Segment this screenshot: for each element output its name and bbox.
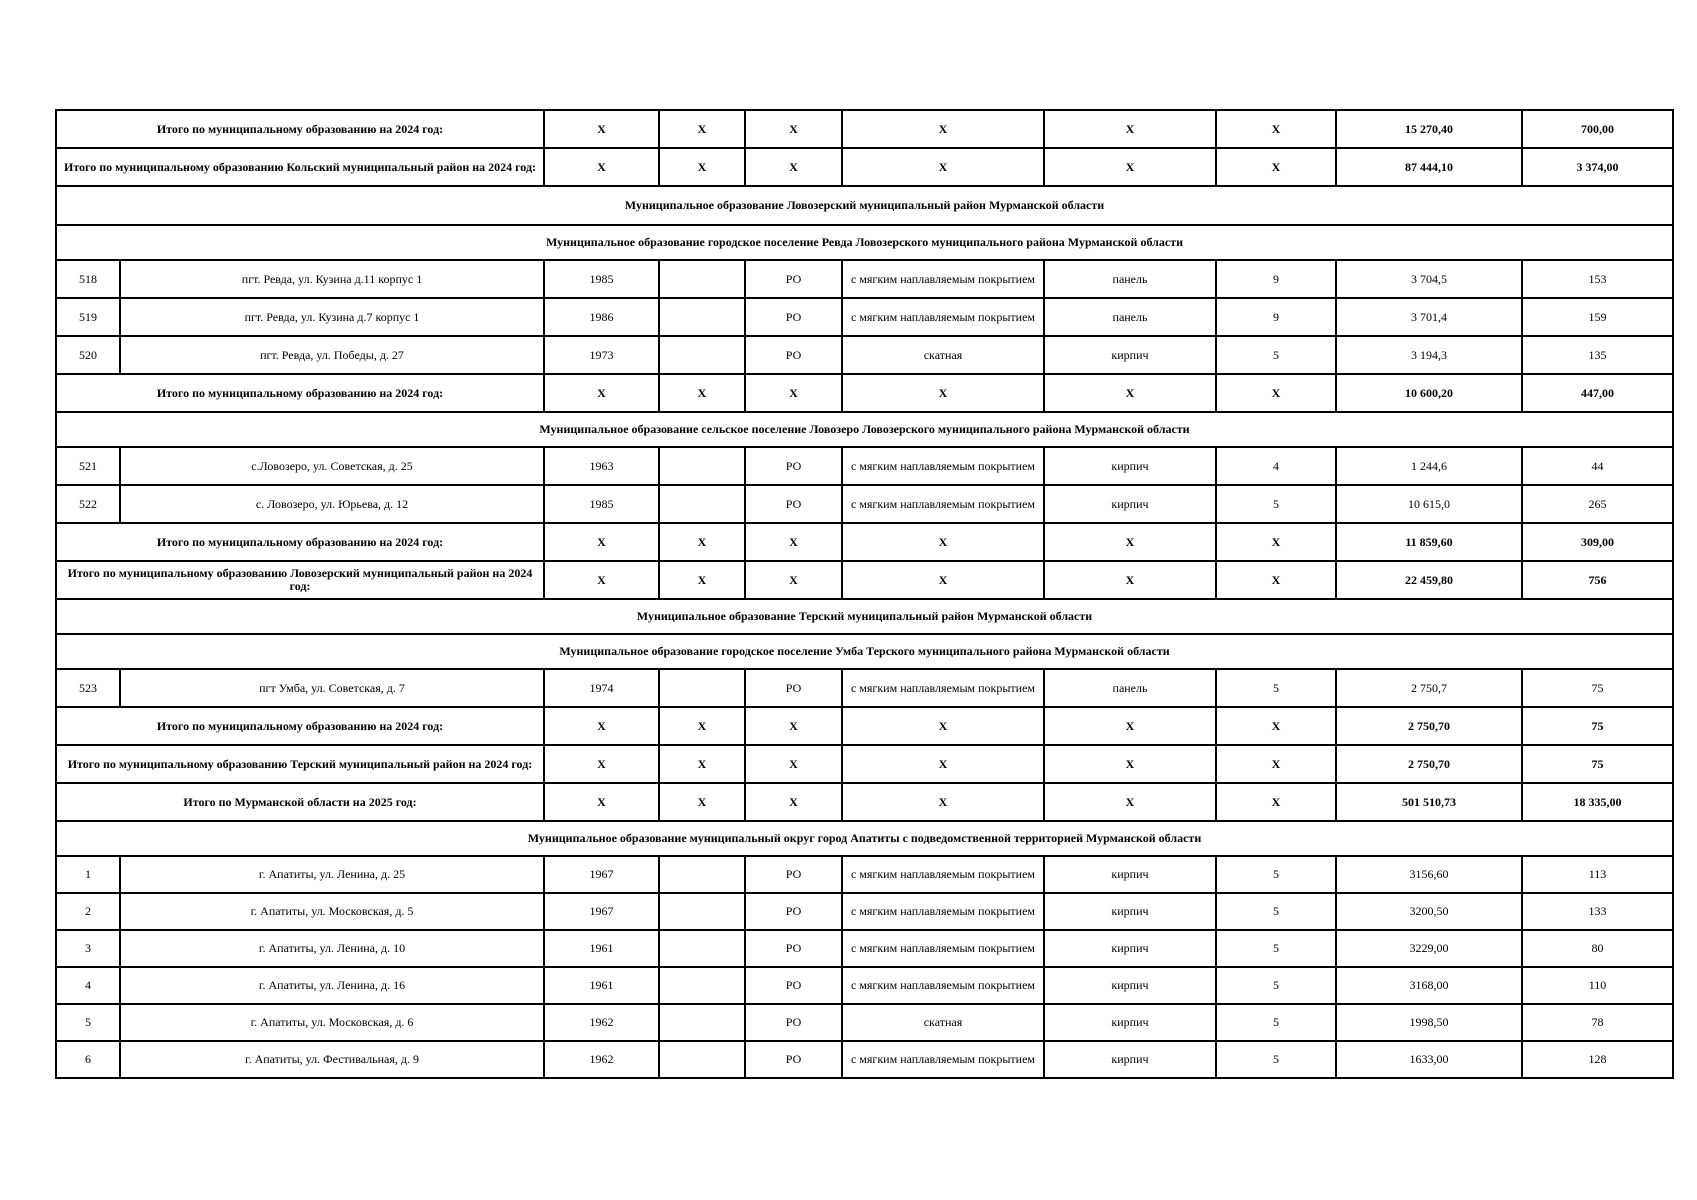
row-number: 518: [56, 260, 120, 298]
area: 10 615,0: [1336, 485, 1522, 523]
people: 80: [1522, 930, 1673, 967]
people: 128: [1522, 1041, 1673, 1078]
x-mark: X: [842, 783, 1044, 821]
total-area: 501 510,73: [1336, 783, 1522, 821]
people: 159: [1522, 298, 1673, 336]
x-mark: X: [659, 783, 745, 821]
ro-type: РО: [745, 967, 842, 1004]
x-mark: X: [544, 745, 659, 783]
total-area: 11 859,60: [1336, 523, 1522, 561]
build-year: 1974: [544, 669, 659, 707]
empty-cell: [659, 669, 745, 707]
x-mark: X: [745, 707, 842, 745]
x-mark: X: [842, 374, 1044, 412]
section-heading: Муниципальное образование сельское поселение Ловозеро Ловозерского муниципального района Мурманской области: [56, 412, 1673, 447]
total-label: Итого по Мурманской области на 2025 год:: [56, 783, 544, 821]
empty-cell: [659, 298, 745, 336]
people: 135: [1522, 336, 1673, 374]
empty-cell: [659, 260, 745, 298]
build-year: 1961: [544, 930, 659, 967]
wall-material: кирпич: [1044, 447, 1216, 485]
x-mark: X: [1044, 523, 1216, 561]
wall-material: панель: [1044, 298, 1216, 336]
section-heading: Муниципальное образование муниципальный округ город Апатиты с подведомственной территорией Мурманской области: [56, 821, 1673, 856]
x-mark: X: [842, 148, 1044, 186]
build-year: 1963: [544, 447, 659, 485]
ro-type: РО: [745, 260, 842, 298]
area: 3 194,3: [1336, 336, 1522, 374]
people: 153: [1522, 260, 1673, 298]
build-year: 1973: [544, 336, 659, 374]
wall-material: кирпич: [1044, 930, 1216, 967]
people: 133: [1522, 893, 1673, 930]
floors: 5: [1216, 930, 1336, 967]
section-heading: Муниципальное образование Ловозерский муниципальный район Мурманской области: [56, 186, 1673, 225]
area: 3 704,5: [1336, 260, 1522, 298]
total-label: Итого по муниципальному образованию на 2024 год:: [56, 707, 544, 745]
wall-material: кирпич: [1044, 967, 1216, 1004]
total-label: Итого по муниципальному образованию на 2024 год:: [56, 374, 544, 412]
wall-material: панель: [1044, 260, 1216, 298]
x-mark: X: [659, 148, 745, 186]
x-mark: X: [1216, 148, 1336, 186]
x-mark: X: [1216, 561, 1336, 599]
row-number: 520: [56, 336, 120, 374]
empty-cell: [659, 447, 745, 485]
floors: 5: [1216, 1004, 1336, 1041]
wall-material: кирпич: [1044, 1041, 1216, 1078]
area: 3200,50: [1336, 893, 1522, 930]
address: пгт. Ревда, ул. Победы, д. 27: [120, 336, 544, 374]
row-number: 519: [56, 298, 120, 336]
table-row: [56, 967, 1673, 1004]
x-mark: X: [842, 745, 1044, 783]
address: г. Апатиты, ул. Ленина, д. 25: [120, 856, 544, 893]
floors: 5: [1216, 669, 1336, 707]
x-mark: X: [1216, 783, 1336, 821]
total-area: 2 750,70: [1336, 707, 1522, 745]
empty-cell: [659, 930, 745, 967]
table-row: [56, 260, 1673, 298]
x-mark: X: [659, 561, 745, 599]
floors: 5: [1216, 336, 1336, 374]
x-mark: X: [1044, 783, 1216, 821]
address: г. Апатиты, ул. Московская, д. 5: [120, 893, 544, 930]
total-people: 756: [1522, 561, 1673, 599]
people: 75: [1522, 669, 1673, 707]
people: 44: [1522, 447, 1673, 485]
roof-type: с мягким наплавляемым покрытием: [842, 893, 1044, 930]
wall-material: кирпич: [1044, 485, 1216, 523]
empty-cell: [659, 967, 745, 1004]
x-mark: X: [544, 707, 659, 745]
empty-cell: [659, 1041, 745, 1078]
total-area: 10 600,20: [1336, 374, 1522, 412]
empty-cell: [659, 1004, 745, 1041]
ro-type: РО: [745, 1041, 842, 1078]
total-row: [56, 148, 1673, 186]
x-mark: X: [544, 523, 659, 561]
table-row: [56, 893, 1673, 930]
total-people: 309,00: [1522, 523, 1673, 561]
area: 1998,50: [1336, 1004, 1522, 1041]
address: пгт. Ревда, ул. Кузина д.7 корпус 1: [120, 298, 544, 336]
ro-type: РО: [745, 298, 842, 336]
roof-type: с мягким наплавляемым покрытием: [842, 669, 1044, 707]
row-number: 3: [56, 930, 120, 967]
ro-type: РО: [745, 856, 842, 893]
address: с. Ловозеро, ул. Юрьева, д. 12: [120, 485, 544, 523]
total-label: Итого по муниципальному образованию Ловозерский муниципальный район на 2024 год:: [56, 561, 544, 599]
floors: 9: [1216, 298, 1336, 336]
build-year: 1985: [544, 260, 659, 298]
wall-material: кирпич: [1044, 336, 1216, 374]
total-area: 22 459,80: [1336, 561, 1522, 599]
wall-material: панель: [1044, 669, 1216, 707]
address: г. Апатиты, ул. Ленина, д. 16: [120, 967, 544, 1004]
table-row: [56, 298, 1673, 336]
floors: 5: [1216, 1041, 1336, 1078]
empty-cell: [659, 893, 745, 930]
total-label: Итого по муниципальному образованию Кольский муниципальный район на 2024 год:: [56, 148, 544, 186]
total-label: Итого по муниципальному образованию на 2024 год:: [56, 110, 544, 148]
x-mark: X: [544, 374, 659, 412]
ro-type: РО: [745, 1004, 842, 1041]
total-area: 2 750,70: [1336, 745, 1522, 783]
x-mark: X: [745, 374, 842, 412]
roof-type: с мягким наплавляемым покрытием: [842, 298, 1044, 336]
address: г. Апатиты, ул. Московская, д. 6: [120, 1004, 544, 1041]
build-year: 1985: [544, 485, 659, 523]
x-mark: X: [544, 148, 659, 186]
roof-type: с мягким наплавляемым покрытием: [842, 930, 1044, 967]
roof-type: с мягким наплавляемым покрытием: [842, 447, 1044, 485]
build-year: 1961: [544, 967, 659, 1004]
wall-material: кирпич: [1044, 856, 1216, 893]
section-row: [56, 186, 1673, 225]
area: 1 244,6: [1336, 447, 1522, 485]
x-mark: X: [1044, 707, 1216, 745]
x-mark: X: [842, 110, 1044, 148]
row-number: 1: [56, 856, 120, 893]
total-people: 75: [1522, 745, 1673, 783]
area: 2 750,7: [1336, 669, 1522, 707]
roof-type: с мягким наплавляемым покрытием: [842, 485, 1044, 523]
x-mark: X: [745, 523, 842, 561]
build-year: 1967: [544, 856, 659, 893]
x-mark: X: [1044, 148, 1216, 186]
x-mark: X: [1216, 110, 1336, 148]
x-mark: X: [659, 523, 745, 561]
table-row: [56, 447, 1673, 485]
section-row: [56, 821, 1673, 856]
total-label: Итого по муниципальному образованию на 2024 год:: [56, 523, 544, 561]
x-mark: X: [1216, 523, 1336, 561]
x-mark: X: [544, 561, 659, 599]
table-row: [56, 669, 1673, 707]
roof-type: скатная: [842, 336, 1044, 374]
address: г. Апатиты, ул. Фестивальная, д. 9: [120, 1041, 544, 1078]
row-number: 6: [56, 1041, 120, 1078]
empty-cell: [659, 336, 745, 374]
roof-type: скатная: [842, 1004, 1044, 1041]
floors: 5: [1216, 485, 1336, 523]
people: 265: [1522, 485, 1673, 523]
floors: 9: [1216, 260, 1336, 298]
x-mark: X: [1216, 745, 1336, 783]
roof-type: с мягким наплавляемым покрытием: [842, 1041, 1044, 1078]
build-year: 1962: [544, 1004, 659, 1041]
total-people: 3 374,00: [1522, 148, 1673, 186]
row-number: 5: [56, 1004, 120, 1041]
total-people: 75: [1522, 707, 1673, 745]
x-mark: X: [1044, 374, 1216, 412]
row-number: 2: [56, 893, 120, 930]
total-people: 700,00: [1522, 110, 1673, 148]
area: 1633,00: [1336, 1041, 1522, 1078]
x-mark: X: [745, 148, 842, 186]
people: 110: [1522, 967, 1673, 1004]
x-mark: X: [659, 745, 745, 783]
ro-type: РО: [745, 336, 842, 374]
table-row: [56, 930, 1673, 967]
row-number: 522: [56, 485, 120, 523]
total-people: 447,00: [1522, 374, 1673, 412]
floors: 4: [1216, 447, 1336, 485]
floors: 5: [1216, 856, 1336, 893]
x-mark: X: [1044, 745, 1216, 783]
x-mark: X: [544, 110, 659, 148]
table-row: [56, 485, 1673, 523]
ro-type: РО: [745, 669, 842, 707]
x-mark: X: [659, 110, 745, 148]
x-mark: X: [1044, 110, 1216, 148]
x-mark: X: [659, 374, 745, 412]
build-year: 1967: [544, 893, 659, 930]
section-heading: Муниципальное образование городское поселение Ревда Ловозерского муниципального района Мурманской области: [56, 225, 1673, 260]
people: 78: [1522, 1004, 1673, 1041]
housing-register-table: [55, 109, 1674, 1079]
table-row: [56, 1004, 1673, 1041]
wall-material: кирпич: [1044, 893, 1216, 930]
address: пгт Умба, ул. Советская, д. 7: [120, 669, 544, 707]
empty-cell: [659, 485, 745, 523]
address: пгт. Ревда, ул. Кузина д.11 корпус 1: [120, 260, 544, 298]
section-heading: Муниципальное образование Терский муниципальный район Мурманской области: [56, 599, 1673, 634]
section-heading: Муниципальное образование городское поселение Умба Терского муниципального района Мурманской области: [56, 634, 1673, 669]
total-row: [56, 374, 1673, 412]
total-area: 87 444,10: [1336, 148, 1522, 186]
people: 113: [1522, 856, 1673, 893]
build-year: 1962: [544, 1041, 659, 1078]
row-number: 521: [56, 447, 120, 485]
x-mark: X: [745, 783, 842, 821]
x-mark: X: [842, 707, 1044, 745]
table-row: [56, 856, 1673, 893]
area: 3 701,4: [1336, 298, 1522, 336]
build-year: 1986: [544, 298, 659, 336]
row-number: 523: [56, 669, 120, 707]
x-mark: X: [745, 745, 842, 783]
x-mark: X: [745, 561, 842, 599]
address: с.Ловозеро, ул. Советская, д. 25: [120, 447, 544, 485]
row-number: 4: [56, 967, 120, 1004]
address: г. Апатиты, ул. Ленина, д. 10: [120, 930, 544, 967]
x-mark: X: [1216, 374, 1336, 412]
x-mark: X: [659, 707, 745, 745]
section-row: [56, 412, 1673, 447]
x-mark: X: [1044, 561, 1216, 599]
table-row: [56, 336, 1673, 374]
total-row: [56, 745, 1673, 783]
total-row: [56, 523, 1673, 561]
x-mark: X: [544, 783, 659, 821]
total-row: [56, 561, 1673, 599]
x-mark: X: [745, 110, 842, 148]
total-label: Итого по муниципальному образованию Терский муниципальный район на 2024 год:: [56, 745, 544, 783]
section-row: [56, 599, 1673, 634]
total-row: [56, 110, 1673, 148]
roof-type: с мягким наплавляемым покрытием: [842, 260, 1044, 298]
area: 3156,60: [1336, 856, 1522, 893]
x-mark: X: [842, 523, 1044, 561]
total-people: 18 335,00: [1522, 783, 1673, 821]
section-row: [56, 634, 1673, 669]
floors: 5: [1216, 893, 1336, 930]
total-row: [56, 707, 1673, 745]
roof-type: с мягким наплавляемым покрытием: [842, 967, 1044, 1004]
area: 3229,00: [1336, 930, 1522, 967]
ro-type: РО: [745, 930, 842, 967]
empty-cell: [659, 856, 745, 893]
total-area: 15 270,40: [1336, 110, 1522, 148]
section-row: [56, 225, 1673, 260]
x-mark: X: [1216, 707, 1336, 745]
floors: 5: [1216, 967, 1336, 1004]
ro-type: РО: [745, 447, 842, 485]
ro-type: РО: [745, 893, 842, 930]
total-row: [56, 783, 1673, 821]
area: 3168,00: [1336, 967, 1522, 1004]
roof-type: с мягким наплавляемым покрытием: [842, 856, 1044, 893]
table-row: [56, 1041, 1673, 1078]
ro-type: РО: [745, 485, 842, 523]
wall-material: кирпич: [1044, 1004, 1216, 1041]
x-mark: X: [842, 561, 1044, 599]
